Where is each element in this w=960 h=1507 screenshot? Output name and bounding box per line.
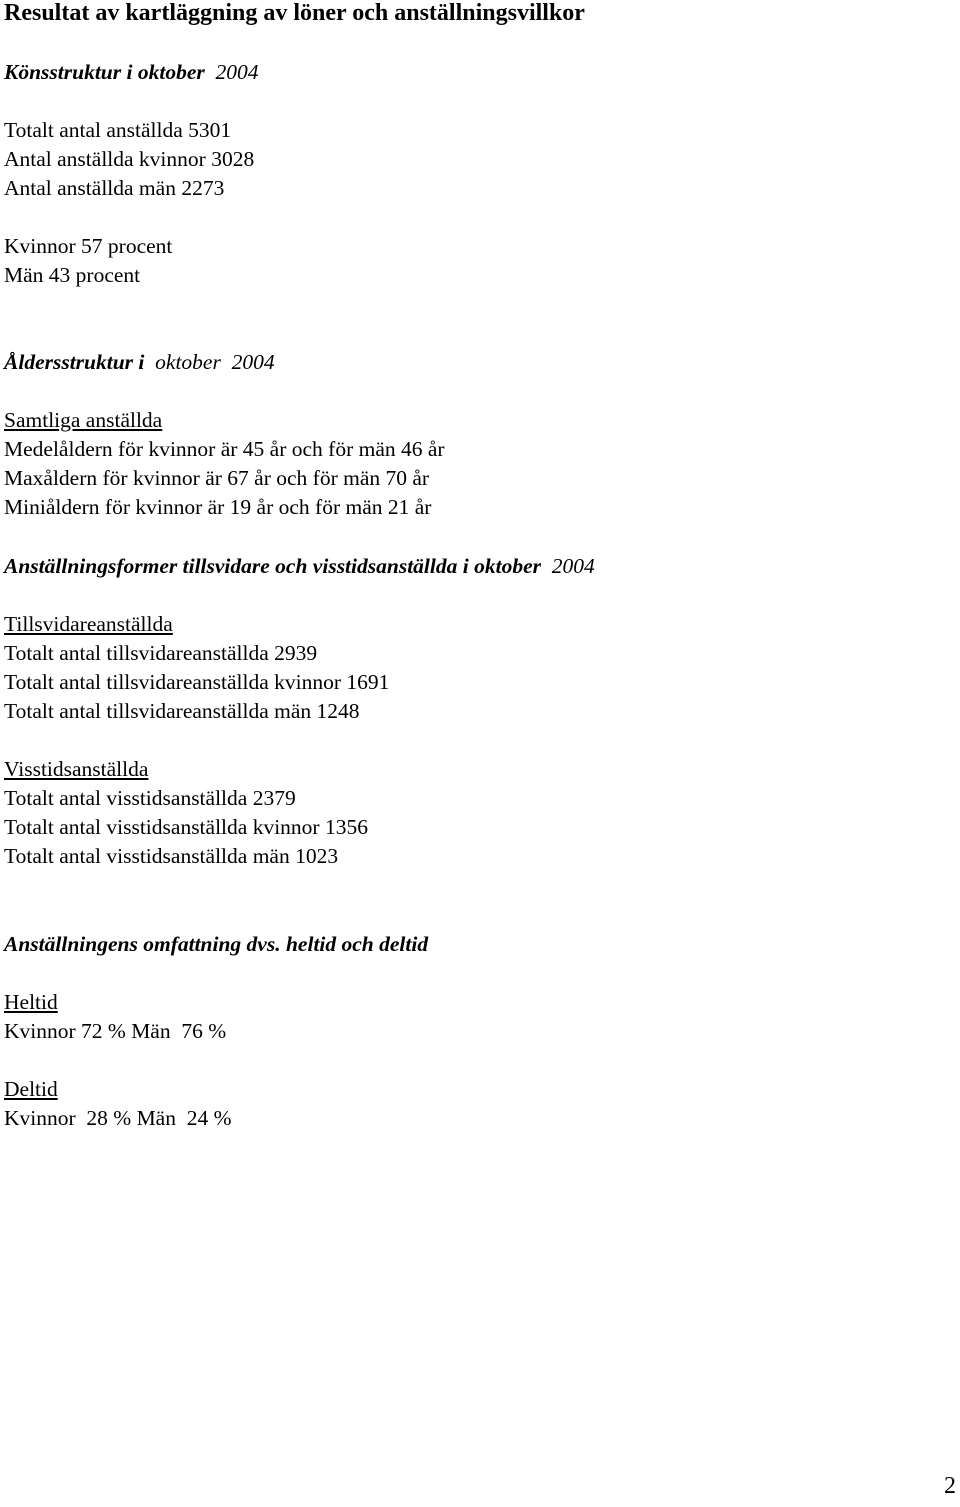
all-employees-subheading: Samtliga anställda — [4, 408, 163, 432]
gender-structure-heading — [4, 59, 258, 85]
age-structure-heading — [4, 349, 275, 375]
employment-forms-heading — [4, 553, 595, 579]
men-percent: Män 43 procent — [4, 263, 141, 287]
women-percent: Kvinnor 57 procent — [4, 234, 173, 258]
max-age: Maxåldern för kvinnor är 67 år och för män 70 år — [4, 466, 430, 490]
temporary-subheading: Visstidsanställda — [4, 757, 149, 781]
age-heading-rest: oktober — [155, 350, 221, 374]
temporary-total: Totalt antal visstidsanställda 2379 — [4, 786, 296, 810]
min-age: Miniåldern för kvinnor är 19 år och för män 21 år — [4, 495, 432, 519]
permanent-total: Totalt antal tillsvidareanställda 2939 — [4, 641, 318, 665]
parttime-subheading: Deltid — [4, 1077, 58, 1101]
permanent-men: Totalt antal tillsvidareanställda män 1248 — [4, 699, 360, 723]
mean-age: Medelåldern för kvinnor är 45 år och för män 46 år — [4, 437, 445, 461]
fulltime-values: Kvinnor 72 % Män 76 % — [4, 1019, 227, 1043]
men-employees: Antal anställda män 2273 — [4, 176, 225, 200]
permanent-subheading: Tillsvidareanställda — [4, 612, 173, 636]
page-number: 2 — [944, 1473, 956, 1499]
employment-heading-text: Anställningsformer tillsvidare och visstidsanställda i oktober — [4, 554, 541, 578]
age-heading-year: 2004 — [231, 350, 275, 374]
temporary-women: Totalt antal visstidsanställda kvinnor 1356 — [4, 815, 368, 839]
gender-heading-year: 2004 — [215, 60, 259, 84]
parttime-values: Kvinnor 28 % Män 24 % — [4, 1106, 232, 1130]
permanent-women: Totalt antal tillsvidareanställda kvinnor 1691 — [4, 670, 390, 694]
total-employees: Totalt antal anställda 5301 — [4, 118, 232, 142]
employment-heading-year: 2004 — [551, 554, 595, 578]
temporary-men: Totalt antal visstidsanställda män 1023 — [4, 844, 339, 868]
age-heading-text: Åldersstruktur i — [4, 350, 145, 374]
employment-scope-heading: Anställningens omfattning dvs. heltid och deltid — [4, 932, 429, 956]
fulltime-subheading: Heltid — [4, 990, 58, 1014]
women-employees: Antal anställda kvinnor 3028 — [4, 147, 255, 171]
gender-heading-text: Könsstruktur i oktober — [4, 60, 205, 84]
document-title: Resultat av kartläggning av löner och anställningsvillkor — [4, 0, 585, 26]
